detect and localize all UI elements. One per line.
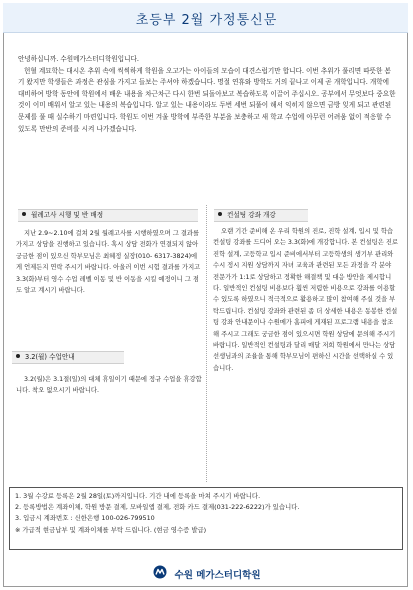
payment-notice-box: [9, 487, 403, 550]
bullet-icon: [22, 212, 26, 216]
notice-line: ※ 가급적 현금납부 및 계좌이체를 부탁 드립니다. (현금 영수증 발급): [15, 525, 207, 534]
bullet-icon: [218, 212, 222, 216]
section-heading-closure: [12, 351, 124, 364]
section-heading-label: 월례고사 시행 및 반 배정: [31, 211, 104, 219]
section-heading-exam: [18, 209, 198, 222]
section-heading-label: 3.2(월) 수업안내: [25, 353, 75, 361]
footer: [0, 563, 413, 581]
intro-letter: [18, 54, 396, 135]
intro-paragraph: 헌혈 계묘학는 대시온 추위 속에 씩씩하게 학원을 오고가는 아이들의 모습이 대견스럽기만 합니다. 이번 추위가 풀리면 따뜻한 봄기 왔지만 학생들은 과정은 관심을 가지고 들보는 주셔야 하겠습니다. 명절 연휴와 방학도 거의 끝나고 이제 곧 개학입니다. 개학에 대비하여 방학 동안에 학원에서 배운 내용을 차근차근 다시 한번 되돌아보고 복습하도록 이끌어 주십시오. 공부에서 무엇보다 중요한 것이 이미 배워서 알고 있는 내용의 복습입니다. 알고 있는 내용이라도 두번 세번 되풀이 해서 익히지 않으면 금방 잊게 되고 관련된 문제를 풀 때 실수하기 마련입니다. 학원도 이번 겨울 방학에 부족한 부분을 보충하고 새 학교 수업에 아무런 어려움 없이 적응할 수 있도록 만반의 준비를 시켜 나가겠습니다.: [18, 66, 396, 133]
notice-line: 2. 등록방법은 계좌이체, 학원 방문 결제, 모바일앱 결제, 전화 카드 결제(031-222-6222)가 있습니다.: [15, 503, 300, 512]
column-divider: [206, 205, 207, 482]
megastudy-logo-icon: [153, 564, 167, 583]
academy-name: 수원 메가스터디학원: [174, 569, 261, 581]
notice-line: 3. 입금시 계좌번호 : 신한은행 100-026-799510: [15, 514, 155, 523]
page-title: 초등부 2월 가정통신문: [135, 13, 278, 28]
notice-line: 1. 3월 수강료 등록은 2월 28일(토)까지입니다. 기간 내에 등록을 마쳐 주시기 바랍니다.: [15, 492, 261, 500]
section-body-closure: 3.2(월)은 3.1절(일)의 대체 휴일이기 때문에 정규 수업을 휴강합니다. 착오 없으시기 바랍니다.: [16, 376, 202, 395]
bullet-icon: [16, 354, 20, 358]
section-body-consulting: 오랜 기간 준비해 온 우리 학원의 진로, 진학 설계, 입시 및 학습 컨설팅 강좌를 드디어 오는 3.3(화)에 개강합니다. 본 컨설팅은 진로 진학 설계, 고등학교 입시 준비에서부터 고등학생의 생기부 관리와 수시 정시 지원 상담까지 자녀 교육과 관련된 모든 과정을 각 분야 전문가가 1:1로 상담하고 정확한 해결책 및 대응 방안을 제시합니다. 일반적인 컨설팅 비용보다 훨씬 저렴한 비용으로 강좌를 이용할 수 있도록 하였으니 적극적으로 활용하고 많이 참여해 주실 것을 부탁드립니다. 컨설팅 강좌와 관련된 좀 더 상세한 내용은 동봉한 컨설팅 강좌 안내문이나 수원메가 홈피에 게재된 프로그램 내용을 참조해 주시고 그래도 궁금한 점이 있으시면 학원 상담에 문의해 주시기 바랍니다. 일반적인 컨설팅과 달리 매달 저희 학원에서 만나는 상담 선생님과의 조율을 통해 학부모님이 편하신 시간을 선택하실 수 있습니다.: [213, 228, 399, 372]
section-heading-label: 컨설팅 강좌 개강: [227, 211, 276, 219]
section-heading-consulting: [214, 209, 308, 222]
intro-greeting: 안녕하십니까. 수원메가스터디학원입니다.: [18, 55, 139, 63]
section-body-exam: 지난 2.9~2.10에 걸쳐 2월 월례고사를 시행하였으며 그 결과를 가지고 상담을 진행하고 있습니다. 혹시 상담 전화가 연결되지 않아 궁금한 점이 있으신 학부모님은 최혜정 실장(010- 6317-3824)에게 언제든지 연락 주시기 바랍니다. 아울러 이번 시험 결과를 가지고 3.3(화)부터 영수 수업 레벨 이동 및 반 이동을 시킬 예정이니 그 점도 알고 계시기 바랍니다.: [16, 230, 201, 295]
